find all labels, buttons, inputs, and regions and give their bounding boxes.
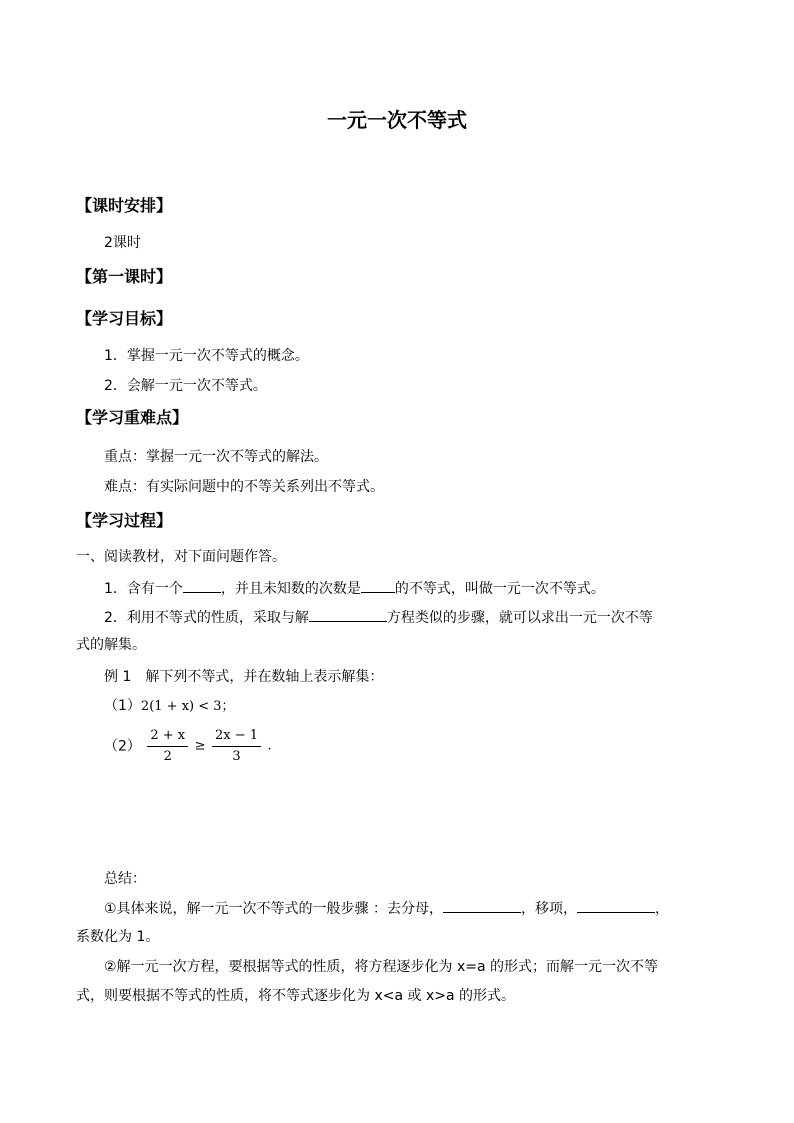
summary-2: ②解一元一次方程，要根据等式的性质，将方程逐步化为 x=a 的形式；而解一元一次不等 [104,959,659,975]
schedule-text: 2课时 [104,235,141,251]
s1-text-c: ， [655,901,669,917]
fraction-right [212,726,261,767]
ex2-label: （2） [104,738,141,755]
key-point-2: 难点：有实际问题中的不等关系列出不等式。 [104,479,384,495]
q1-text-b: ，并且未知数的次数是 [220,581,361,597]
q2-text-b: 方程类似的步骤，就可以求出一元一次不等 [386,610,653,626]
s1-blank-1[interactable] [443,898,521,913]
fraction-left [147,726,188,767]
q1-blank-1[interactable] [183,578,221,593]
goal-2: 2．会解一元一次不等式。 [104,378,267,394]
section-goals: 【学习目标】 [76,309,173,328]
ex1-math: 2(1 + x) < 3； [140,699,235,714]
example-1-part-2 [104,726,272,767]
ex1-label: （1） [104,698,141,714]
fraction-left-numerator: 2 + x [147,726,188,747]
question-1 [104,578,605,599]
question-2 [104,607,653,628]
section-key: 【学习重难点】 [76,408,189,427]
ex2-operator: ≥ [194,738,206,754]
q1-text-a: 1．含有一个 [104,581,183,597]
key-point-1: 重点：掌握一元一次不等式的解法。 [104,449,328,465]
fraction-left-denominator: 2 [163,749,172,764]
q1-blank-2[interactable] [361,578,395,593]
fraction-right-denominator: 3 [232,749,241,764]
section-process: 【学习过程】 [76,511,173,530]
example-1: 例 1 解下列不等式，并在数轴上表示解集： [104,669,384,685]
summary-1 [104,898,669,919]
q2-blank[interactable] [309,607,387,622]
ex2-end: . [267,738,272,754]
process-intro: 一、阅读教材，对下面问题作答。 [76,549,286,565]
summary-label: 总结： [104,871,146,887]
fraction-right-numerator: 2x − 1 [212,726,261,747]
s1-blank-2[interactable] [577,898,655,913]
summary-2-cont: 式，则要根据不等式的性质，将不等式逐步化为 x<a 或 x>a 的形式。 [76,988,515,1004]
q1-text-c: 的不等式，叫做一元一次不等式。 [394,581,605,597]
summary-1-cont: 系数化为 1。 [76,929,160,945]
section-schedule: 【课时安排】 [76,196,173,215]
example-1-part-1 [104,696,235,717]
s1-text-a: ①具体来说，解一元一次不等式的一般步骤 ：去分母， [104,901,443,917]
section-lesson1: 【第一课时】 [76,267,173,286]
q2-text-a: 2．利用不等式的性质，采取与解 [104,610,309,626]
s1-text-b: ，移项， [521,901,577,917]
question-2-cont: 式的解集。 [76,637,146,653]
page-title: 一元一次不等式 [327,108,467,132]
goal-1: 1．掌握一元一次不等式的概念。 [104,348,309,364]
